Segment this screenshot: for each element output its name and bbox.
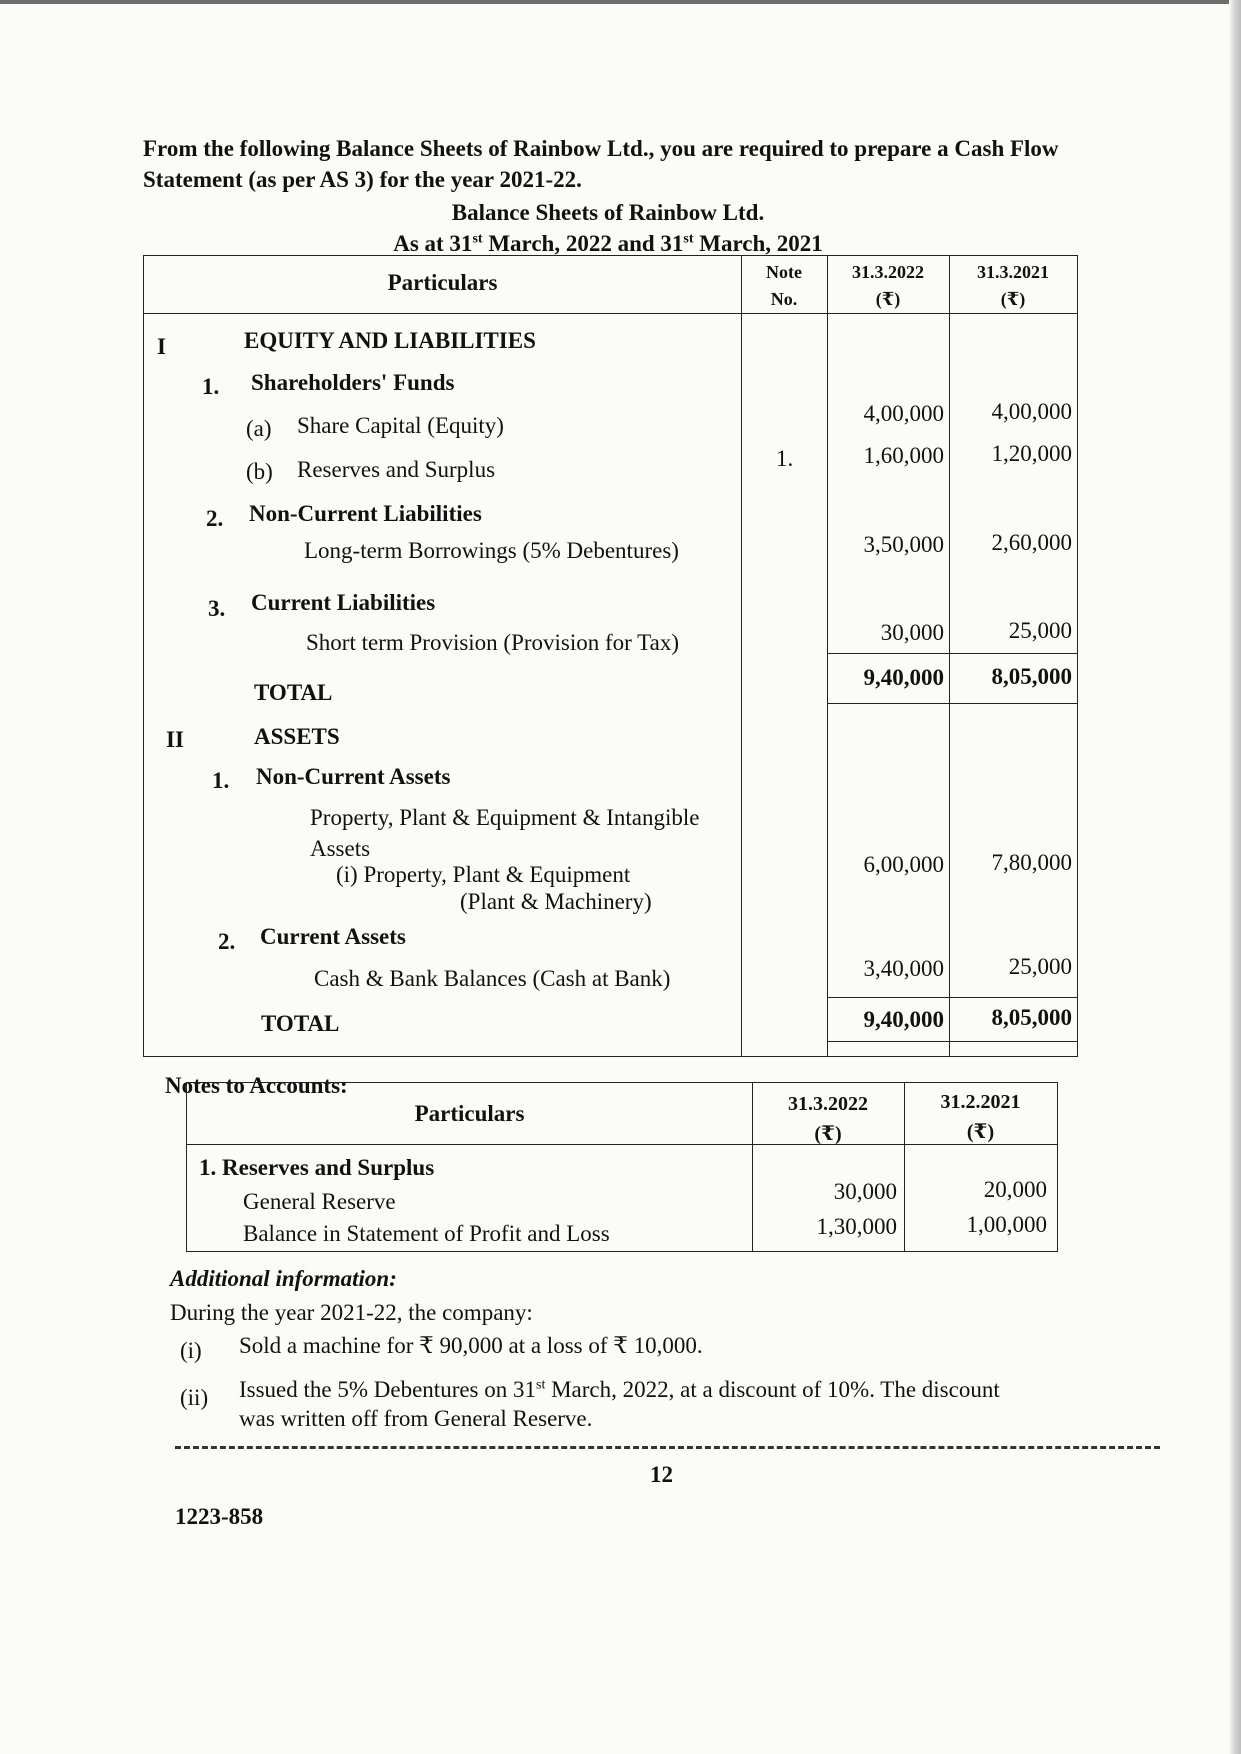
additional-title: Additional information: xyxy=(170,1266,397,1291)
header-note: Note No. xyxy=(766,262,802,309)
value-2021: 1,20,000 xyxy=(991,441,1072,466)
row-label: Cash & Bank Balances (Cash at Bank) xyxy=(314,966,671,991)
total-2022: 9,40,000 xyxy=(863,1007,944,1032)
value-2021: 4,00,000 xyxy=(991,399,1072,424)
total-2022: 9,40,000 xyxy=(863,665,944,690)
notes-row-label: General Reserve xyxy=(243,1189,396,1214)
value-2021: 25,000 xyxy=(1008,954,1072,979)
row-number: 2. xyxy=(206,506,224,531)
balance-sheet-table xyxy=(143,255,1078,1057)
total-label: TOTAL xyxy=(261,1011,340,1036)
total-2021: 8,05,000 xyxy=(991,664,1072,689)
row-label: Share Capital (Equity) xyxy=(297,413,504,438)
note-ref: 1. xyxy=(776,446,794,471)
section-title: ASSETS xyxy=(254,724,340,749)
row-sub: (b) xyxy=(246,459,273,484)
row-number: 3. xyxy=(208,596,226,621)
row-label: Reserves and Surplus xyxy=(297,457,496,482)
value-2022: 1,60,000 xyxy=(863,443,944,468)
notes-row-label: Balance in Statement of Profit and Loss xyxy=(243,1221,610,1246)
ppe-line-4: (Plant & Machinery) xyxy=(460,889,652,914)
ppe-line-2: Assets xyxy=(310,836,371,861)
row-number: 1. xyxy=(212,768,230,793)
group-title: Non-Current Assets xyxy=(256,764,451,789)
item-number: (i) xyxy=(180,1338,202,1363)
notes-heading: 1. Reserves and Surplus xyxy=(199,1155,435,1180)
value-2022: 3,50,000 xyxy=(863,532,944,557)
value-2021: 2,60,000 xyxy=(991,530,1072,555)
row-label: Long-term Borrowings (5% Debentures) xyxy=(304,538,679,563)
header-particulars: Particulars xyxy=(387,270,498,295)
item-number: (ii) xyxy=(180,1385,209,1410)
row-sub: (a) xyxy=(246,416,272,441)
header-2021: 31.3.2021 (₹) xyxy=(977,262,1049,309)
scan-right-edge xyxy=(1229,0,1241,1754)
page-divider xyxy=(175,1446,1160,1449)
notes-header-2022: 31.3.2022 (₹) xyxy=(788,1093,868,1145)
page-number: 12 xyxy=(650,1462,673,1487)
notes-value-2022: 30,000 xyxy=(833,1179,897,1204)
value-2022: 30,000 xyxy=(880,620,944,645)
header-2022: 31.3.2022 (₹) xyxy=(852,262,924,309)
notes-value-2021: 1,00,000 xyxy=(966,1212,1047,1237)
ppe-line-3: (i) Property, Plant & Equipment xyxy=(336,862,631,887)
notes-value-2021: 20,000 xyxy=(983,1177,1047,1202)
row-label: Short term Provision (Provision for Tax) xyxy=(306,630,679,655)
total-2021: 8,05,000 xyxy=(991,1005,1072,1030)
notes-title: Notes to Accounts: xyxy=(165,1073,348,1098)
item-text: Sold a machine for ₹ 90,000 at a loss of ₹ 10,000. xyxy=(239,1333,703,1358)
balance-sheet-title: Balance Sheets of Rainbow Ltd. xyxy=(451,200,765,225)
group-title: Current Assets xyxy=(260,924,406,949)
row-number: 1. xyxy=(202,374,220,399)
group-title: Current Liabilities xyxy=(251,590,436,615)
value-2021: 25,000 xyxy=(1008,618,1072,643)
ppe-line-1: Property, Plant & Equipment & Intangible xyxy=(310,805,700,830)
notes-header-2021: 31.2.2021 (₹) xyxy=(940,1091,1021,1143)
total-label: TOTAL xyxy=(254,680,333,705)
value-2022: 6,00,000 xyxy=(863,852,944,877)
value-2022: 4,00,000 xyxy=(863,401,944,426)
section-number: II xyxy=(166,727,184,752)
value-2021: 7,80,000 xyxy=(991,850,1072,875)
balance-sheet-subtitle: As at 31st March, 2022 and 31st March, 2021 xyxy=(393,231,823,256)
row-number: 2. xyxy=(218,929,236,954)
value-2022: 3,40,000 xyxy=(863,956,944,981)
paper-code: 1223-858 xyxy=(175,1504,264,1529)
question-intro: From the following Balance Sheets of Rainbow Ltd., you are required to prepare a Cash Flow Statement (as per AS 3) for the year 2021-22. xyxy=(143,136,1059,192)
notes-value-2022: 1,30,000 xyxy=(816,1214,897,1239)
item-text-continued: was written off from General Reserve. xyxy=(239,1406,593,1431)
additional-lead: During the year 2021-22, the company: xyxy=(170,1300,533,1325)
section-number: I xyxy=(157,334,166,359)
scan-top-border xyxy=(0,0,1241,4)
notes-table xyxy=(186,1082,1058,1252)
notes-header-particulars: Particulars xyxy=(414,1101,525,1126)
section-title: EQUITY AND LIABILITIES xyxy=(244,328,536,353)
group-title: Non-Current Liabilities xyxy=(249,501,482,526)
item-text: Issued the 5% Debentures on 31st March, 2022, at a discount of 10%. The discount xyxy=(239,1377,1000,1402)
group-title: Shareholders' Funds xyxy=(251,370,455,395)
